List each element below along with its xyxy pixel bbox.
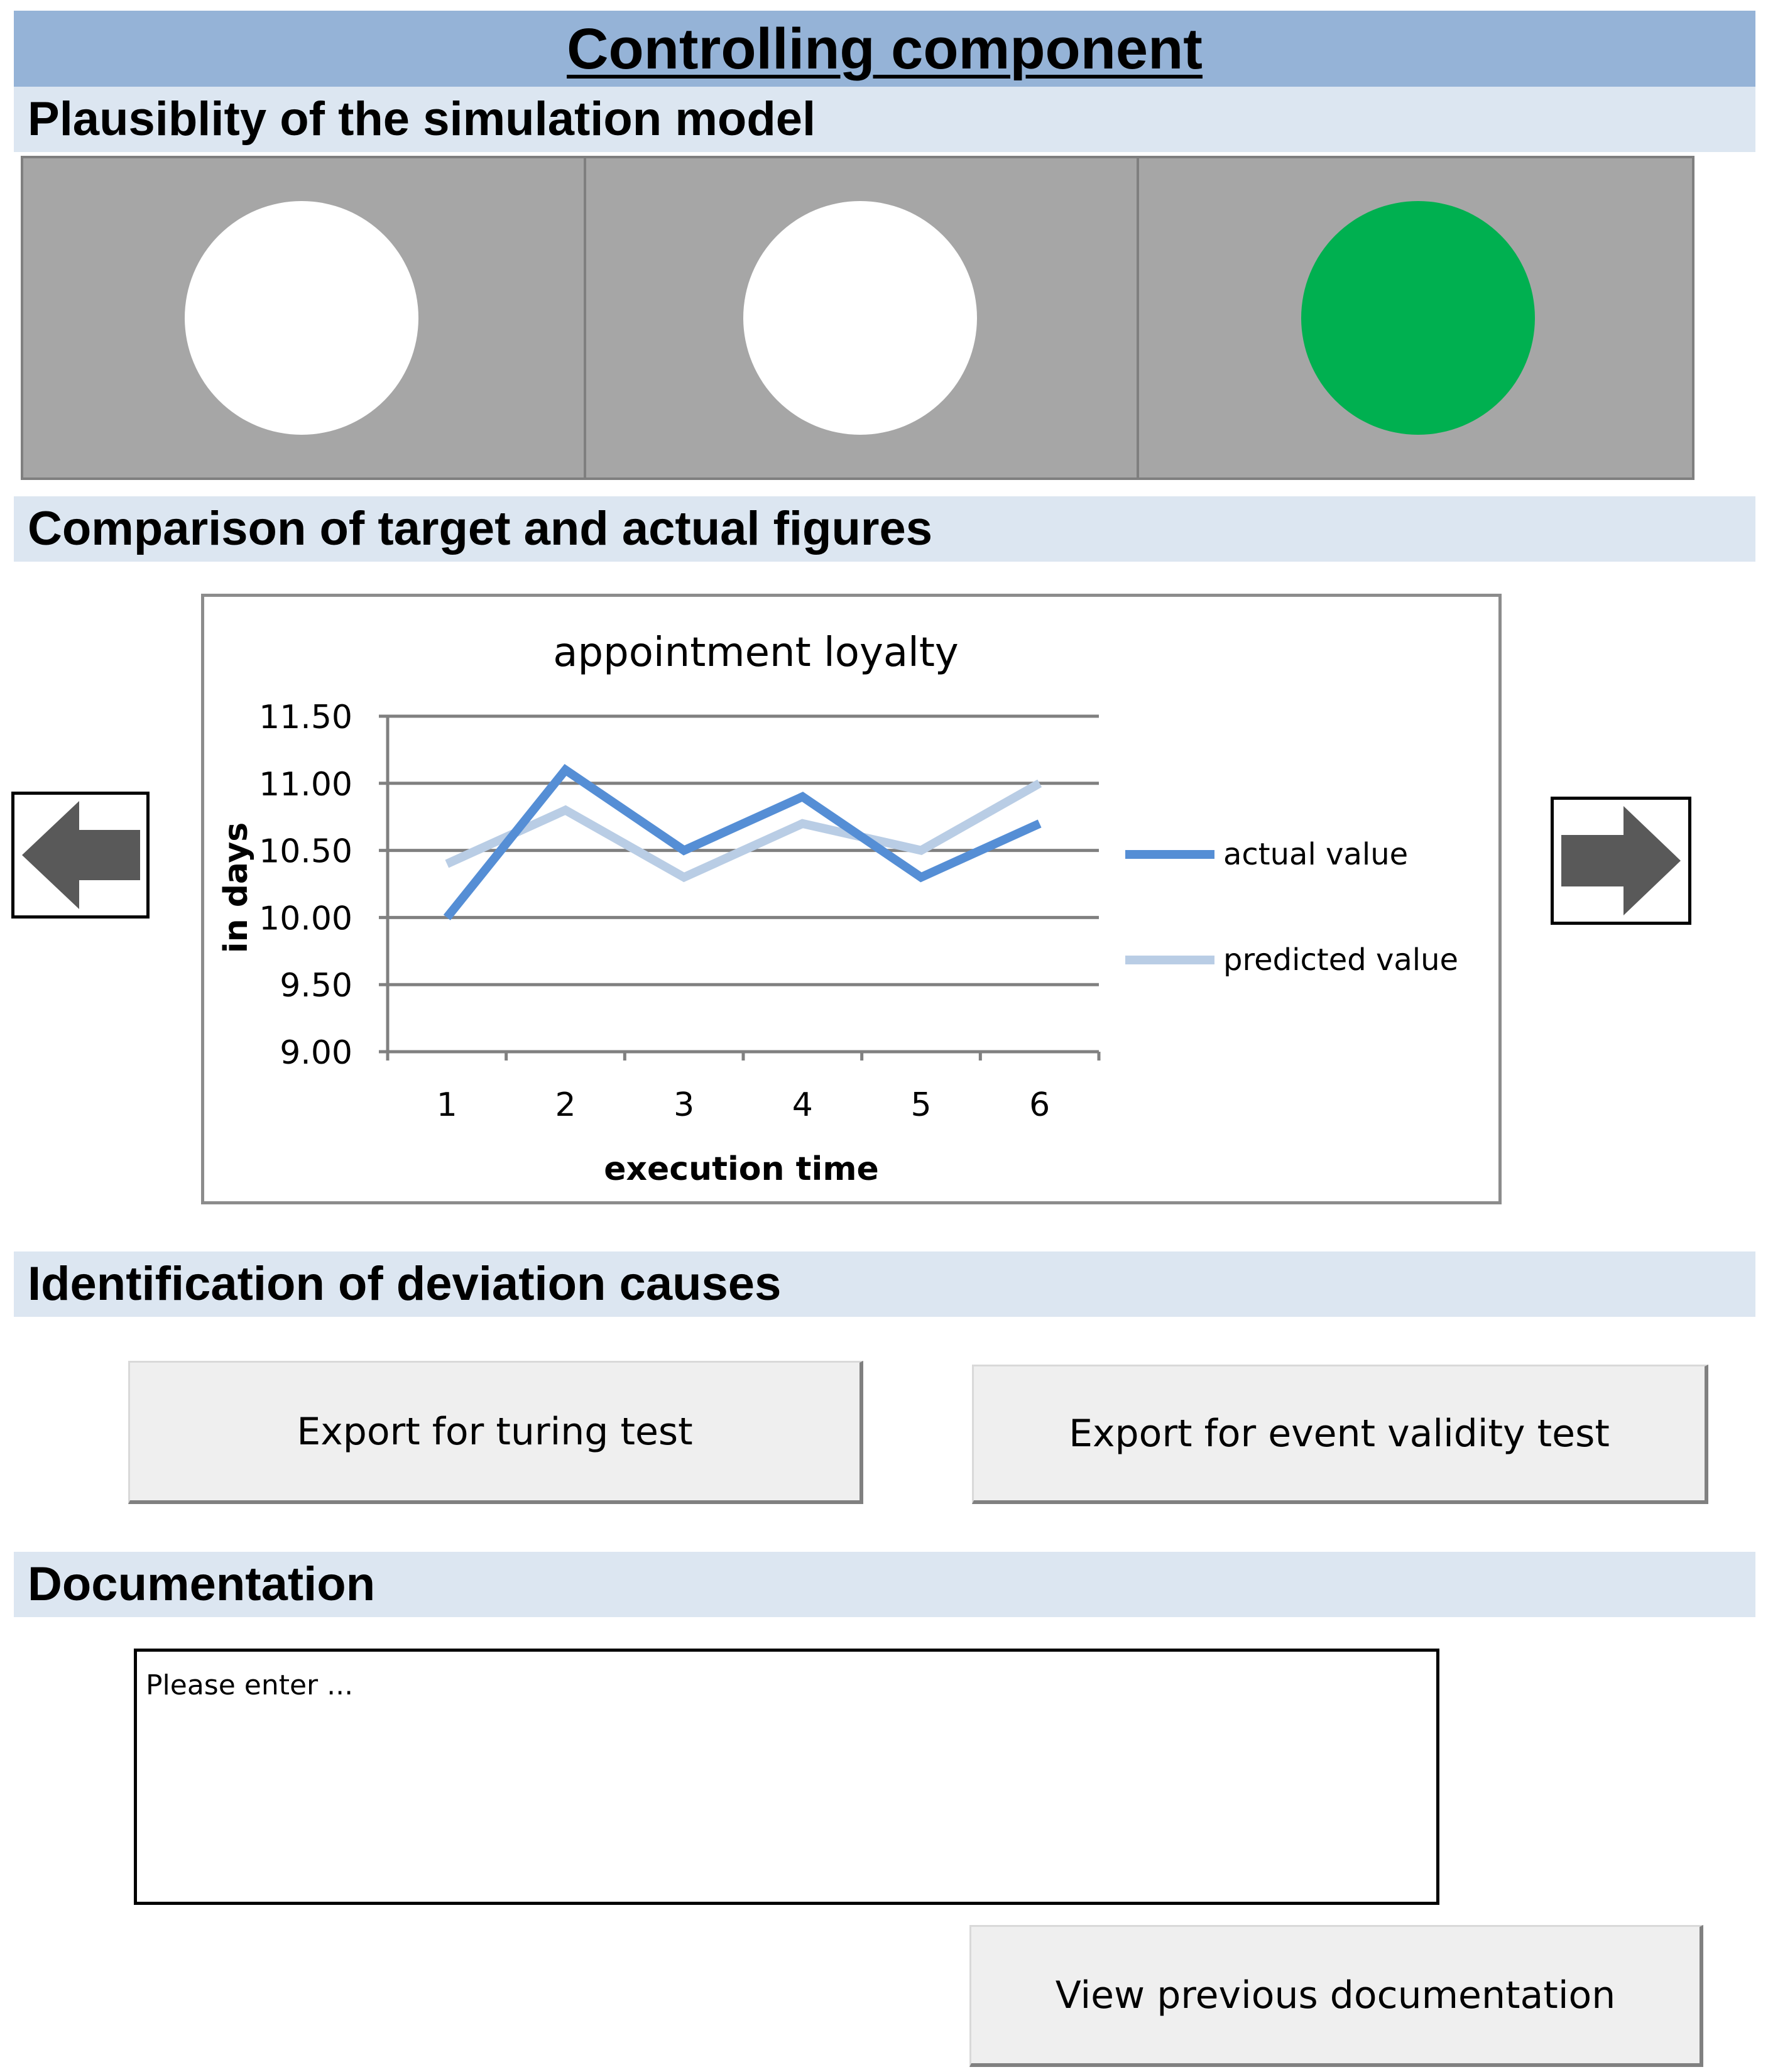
button-label: View previous documentation [1055, 1973, 1616, 2017]
light-cell-3 [1137, 158, 1692, 477]
section-title: Identification of deviation causes [28, 1257, 782, 1311]
light-cell-2 [584, 158, 1137, 477]
x-tick-label: 4 [792, 1086, 813, 1124]
y-tick-label: 11.00 [259, 765, 352, 804]
documentation-placeholder: Please enter ... [146, 1669, 354, 1701]
export-event-validity-test-button[interactable] [972, 1365, 1708, 1504]
series-line-actual [447, 770, 1039, 917]
page-title: Controlling component [567, 17, 1203, 81]
y-tick-label: 11.50 [259, 699, 352, 736]
section-title: Comparison of target and actual figures [28, 502, 932, 555]
line-chart [204, 597, 1498, 1201]
lamp-red-position [185, 201, 418, 435]
x-tick-label: 5 [910, 1086, 932, 1124]
button-label: Export for event validity test [1069, 1411, 1610, 1456]
y-axis-title: in days [217, 822, 255, 954]
lamp-yellow-position [743, 201, 977, 435]
chart-title: appointment loyalty [553, 630, 959, 676]
export-turing-test-button[interactable] [128, 1361, 863, 1504]
next-chart-button[interactable] [1551, 797, 1691, 925]
arrow-right-icon [1554, 800, 1688, 922]
section-title: Documentation [28, 1557, 376, 1611]
previous-chart-button[interactable] [11, 792, 150, 919]
documentation-text-field[interactable] [134, 1649, 1439, 1905]
section-header-plausibility [14, 87, 1755, 152]
section-header-documentation [14, 1552, 1755, 1617]
chart-container [201, 594, 1502, 1204]
y-tick-label: 9.50 [280, 967, 352, 1005]
legend-label: actual value [1223, 837, 1409, 872]
x-tick-label: 3 [674, 1086, 695, 1124]
legend-label: predicted value [1223, 942, 1459, 978]
traffic-light-panel [21, 156, 1694, 480]
view-previous-documentation-button[interactable] [969, 1925, 1703, 2067]
y-tick-label: 9.00 [280, 1034, 352, 1072]
title-bar [14, 11, 1755, 87]
arrow-left-icon [14, 795, 146, 915]
section-header-deviation [14, 1251, 1755, 1317]
section-header-comparison [14, 496, 1755, 562]
button-label: Export for turing test [297, 1409, 693, 1454]
y-tick-label: 10.00 [259, 900, 352, 938]
x-axis-title: execution time [604, 1150, 879, 1188]
section-title: Plausiblity of the simulation model [28, 92, 816, 146]
x-tick-label: 2 [555, 1086, 576, 1124]
x-tick-label: 1 [436, 1086, 457, 1124]
lamp-green-position [1301, 201, 1535, 435]
x-tick-label: 6 [1029, 1086, 1050, 1124]
light-cell-1 [23, 158, 584, 477]
y-tick-label: 10.50 [259, 832, 352, 871]
